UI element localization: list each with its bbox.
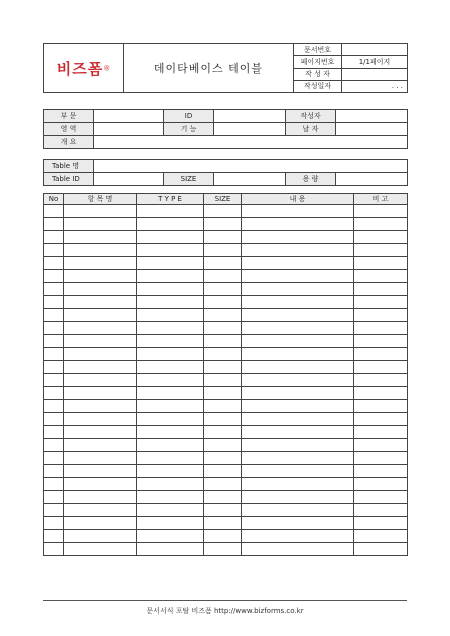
row-size-cell[interactable] xyxy=(204,452,242,465)
row-content-cell[interactable] xyxy=(242,517,354,530)
row-item-name-cell[interactable] xyxy=(64,361,137,374)
info-date-field[interactable] xyxy=(336,123,408,136)
row-item-name-cell[interactable] xyxy=(64,465,137,478)
table-row xyxy=(44,283,408,296)
row-remarks-cell[interactable] xyxy=(354,517,408,530)
row-item-name-cell[interactable] xyxy=(64,400,137,413)
row-remarks-cell[interactable] xyxy=(354,309,408,322)
row-item-name-cell[interactable] xyxy=(64,218,137,231)
row-item-name-cell[interactable] xyxy=(64,257,137,270)
table-row xyxy=(44,361,408,374)
row-no-cell[interactable] xyxy=(44,413,64,426)
row-type-cell[interactable] xyxy=(137,504,204,517)
row-remarks-cell[interactable] xyxy=(354,504,408,517)
table-row xyxy=(44,413,408,426)
size-label: SIZE xyxy=(164,173,214,186)
col-item-name: 항 목 명 xyxy=(64,194,137,205)
row-item-name-cell[interactable] xyxy=(64,543,137,556)
row-size-cell[interactable] xyxy=(204,439,242,452)
row-no-cell[interactable] xyxy=(44,491,64,504)
row-size-cell[interactable] xyxy=(204,387,242,400)
table-row xyxy=(44,231,408,244)
row-no-cell[interactable] xyxy=(44,439,64,452)
row-type-cell[interactable] xyxy=(137,465,204,478)
row-size-cell[interactable] xyxy=(204,244,242,257)
writer-field[interactable] xyxy=(336,110,408,123)
row-item-name-cell[interactable] xyxy=(64,426,137,439)
table-row xyxy=(44,504,408,517)
row-content-cell[interactable] xyxy=(242,322,354,335)
row-remarks-cell[interactable] xyxy=(354,426,408,439)
row-size-cell[interactable] xyxy=(204,426,242,439)
row-size-cell[interactable] xyxy=(204,465,242,478)
author-field[interactable] xyxy=(342,68,408,80)
row-type-cell[interactable] xyxy=(137,296,204,309)
row-size-cell[interactable] xyxy=(204,205,242,218)
row-remarks-cell[interactable] xyxy=(354,361,408,374)
writer-label: 작성자 xyxy=(286,110,336,123)
row-no-cell[interactable] xyxy=(44,296,64,309)
row-content-cell[interactable] xyxy=(242,478,354,491)
row-content-cell[interactable] xyxy=(242,374,354,387)
row-type-cell[interactable] xyxy=(137,439,204,452)
table-row xyxy=(44,439,408,452)
row-no-cell[interactable] xyxy=(44,452,64,465)
table-name-field[interactable] xyxy=(94,160,408,173)
table-id-label: Table ID xyxy=(44,173,94,186)
row-remarks-cell[interactable] xyxy=(354,465,408,478)
row-remarks-cell[interactable] xyxy=(354,478,408,491)
footer-divider xyxy=(43,600,407,601)
row-no-cell[interactable] xyxy=(44,387,64,400)
function-field[interactable] xyxy=(214,123,286,136)
row-size-cell[interactable] xyxy=(204,335,242,348)
items-body xyxy=(44,205,408,556)
row-type-cell[interactable] xyxy=(137,218,204,231)
table-row xyxy=(44,530,408,543)
row-type-cell[interactable] xyxy=(137,322,204,335)
row-size-cell[interactable] xyxy=(204,504,242,517)
table-row xyxy=(44,335,408,348)
row-remarks-cell[interactable] xyxy=(354,491,408,504)
capacity-field[interactable] xyxy=(336,173,408,186)
page-number-value: 1/1페이지 xyxy=(342,56,408,68)
table-row xyxy=(44,205,408,218)
row-size-cell[interactable] xyxy=(204,478,242,491)
row-no-cell[interactable] xyxy=(44,400,64,413)
row-remarks-cell[interactable] xyxy=(354,218,408,231)
page-number-label: 페이지번호 xyxy=(294,56,342,68)
date-field[interactable]: . . . xyxy=(342,80,408,92)
row-type-cell[interactable] xyxy=(137,452,204,465)
area-field[interactable] xyxy=(94,123,164,136)
size-field[interactable] xyxy=(214,173,286,186)
row-content-cell[interactable] xyxy=(242,309,354,322)
row-no-cell[interactable] xyxy=(44,283,64,296)
row-type-cell[interactable] xyxy=(137,478,204,491)
row-type-cell[interactable] xyxy=(137,257,204,270)
row-item-name-cell[interactable] xyxy=(64,452,137,465)
row-item-name-cell[interactable] xyxy=(64,205,137,218)
area-label: 영 역 xyxy=(44,123,94,136)
table-row xyxy=(44,517,408,530)
row-content-cell[interactable] xyxy=(242,296,354,309)
capacity-label: 용 량 xyxy=(286,173,336,186)
row-type-cell[interactable] xyxy=(137,348,204,361)
row-no-cell[interactable] xyxy=(44,465,64,478)
row-remarks-cell[interactable] xyxy=(354,335,408,348)
row-item-name-cell[interactable] xyxy=(64,309,137,322)
row-size-cell[interactable] xyxy=(204,374,242,387)
summary-field[interactable] xyxy=(94,136,408,149)
table-row xyxy=(44,478,408,491)
row-type-cell[interactable] xyxy=(137,426,204,439)
row-type-cell[interactable] xyxy=(137,231,204,244)
row-size-cell[interactable] xyxy=(204,400,242,413)
id-field[interactable] xyxy=(214,110,286,123)
table-row xyxy=(44,465,408,478)
row-remarks-cell[interactable] xyxy=(354,543,408,556)
row-no-cell[interactable] xyxy=(44,348,64,361)
table-row xyxy=(44,374,408,387)
row-no-cell[interactable] xyxy=(44,517,64,530)
row-size-cell[interactable] xyxy=(204,348,242,361)
row-item-name-cell[interactable] xyxy=(64,244,137,257)
row-size-cell[interactable] xyxy=(204,257,242,270)
row-type-cell[interactable] xyxy=(137,270,204,283)
row-remarks-cell[interactable] xyxy=(354,413,408,426)
registered-mark-icon: ® xyxy=(103,64,111,73)
row-type-cell[interactable] xyxy=(137,361,204,374)
row-item-name-cell[interactable] xyxy=(64,504,137,517)
row-type-cell[interactable] xyxy=(137,309,204,322)
row-content-cell[interactable] xyxy=(242,205,354,218)
table-row xyxy=(44,322,408,335)
date-label: 작성일자 xyxy=(294,80,342,92)
col-size: SIZE xyxy=(204,194,242,205)
row-item-name-cell[interactable] xyxy=(64,296,137,309)
row-remarks-cell[interactable] xyxy=(354,439,408,452)
table-row xyxy=(44,257,408,270)
row-content-cell[interactable] xyxy=(242,504,354,517)
row-type-cell[interactable] xyxy=(137,413,204,426)
row-content-cell[interactable] xyxy=(242,413,354,426)
items-table xyxy=(43,193,408,556)
row-content-cell[interactable] xyxy=(242,244,354,257)
row-remarks-cell[interactable] xyxy=(354,205,408,218)
function-label: 기 능 xyxy=(164,123,214,136)
row-content-cell[interactable] xyxy=(242,387,354,400)
row-type-cell[interactable] xyxy=(137,543,204,556)
row-no-cell[interactable] xyxy=(44,322,64,335)
row-type-cell[interactable] xyxy=(137,530,204,543)
row-remarks-cell[interactable] xyxy=(354,530,408,543)
table-row xyxy=(44,309,408,322)
row-remarks-cell[interactable] xyxy=(354,257,408,270)
row-remarks-cell[interactable] xyxy=(354,400,408,413)
row-content-cell[interactable] xyxy=(242,361,354,374)
col-content: 내 용 xyxy=(242,194,354,205)
col-no: No xyxy=(44,194,64,205)
table-row xyxy=(44,270,408,283)
row-no-cell[interactable] xyxy=(44,270,64,283)
row-type-cell[interactable] xyxy=(137,387,204,400)
row-content-cell[interactable] xyxy=(242,543,354,556)
row-no-cell[interactable] xyxy=(44,335,64,348)
row-type-cell[interactable] xyxy=(137,244,204,257)
row-item-name-cell[interactable] xyxy=(64,491,137,504)
table-row xyxy=(44,543,408,556)
row-size-cell[interactable] xyxy=(204,491,242,504)
row-item-name-cell[interactable] xyxy=(64,374,137,387)
row-content-cell[interactable] xyxy=(242,465,354,478)
table-row xyxy=(44,452,408,465)
col-remarks: 비 고 xyxy=(354,194,408,205)
row-type-cell[interactable] xyxy=(137,283,204,296)
table-row xyxy=(44,387,408,400)
logo-text: 비즈폼 xyxy=(56,59,104,78)
dept-field[interactable] xyxy=(94,110,164,123)
row-type-cell[interactable] xyxy=(137,205,204,218)
row-size-cell[interactable] xyxy=(204,296,242,309)
row-size-cell[interactable] xyxy=(204,530,242,543)
row-content-cell[interactable] xyxy=(242,257,354,270)
row-content-cell[interactable] xyxy=(242,283,354,296)
id-label: ID xyxy=(164,110,214,123)
row-remarks-cell[interactable] xyxy=(354,348,408,361)
table-id-field[interactable] xyxy=(94,173,164,186)
row-remarks-cell[interactable] xyxy=(354,374,408,387)
row-no-cell[interactable] xyxy=(44,218,64,231)
row-size-cell[interactable] xyxy=(204,218,242,231)
row-content-cell[interactable] xyxy=(242,231,354,244)
company-logo xyxy=(44,44,124,93)
row-content-cell[interactable] xyxy=(242,530,354,543)
row-content-cell[interactable] xyxy=(242,426,354,439)
row-no-cell[interactable] xyxy=(44,478,64,491)
table-row xyxy=(44,400,408,413)
row-item-name-cell[interactable] xyxy=(64,335,137,348)
row-item-name-cell[interactable] xyxy=(64,478,137,491)
document-title: 데이타베이스 테이블 xyxy=(124,44,294,93)
row-item-name-cell[interactable] xyxy=(64,322,137,335)
table-row xyxy=(44,218,408,231)
row-size-cell[interactable] xyxy=(204,283,242,296)
row-item-name-cell[interactable] xyxy=(64,439,137,452)
table-info xyxy=(43,159,408,186)
row-no-cell[interactable] xyxy=(44,309,64,322)
row-remarks-cell[interactable] xyxy=(354,270,408,283)
row-size-cell[interactable] xyxy=(204,361,242,374)
row-content-cell[interactable] xyxy=(242,218,354,231)
doc-number-label: 문서번호 xyxy=(294,44,342,56)
row-no-cell[interactable] xyxy=(44,231,64,244)
row-no-cell[interactable] xyxy=(44,374,64,387)
row-no-cell[interactable] xyxy=(44,257,64,270)
row-no-cell[interactable] xyxy=(44,543,64,556)
row-type-cell[interactable] xyxy=(137,400,204,413)
footer-text: 문서서식 포탈 비즈폼 http://www.bizforms.co.kr xyxy=(146,607,304,615)
table-row xyxy=(44,244,408,257)
row-type-cell[interactable] xyxy=(137,335,204,348)
dept-label: 부 문 xyxy=(44,110,94,123)
row-remarks-cell[interactable] xyxy=(354,322,408,335)
table-row xyxy=(44,426,408,439)
row-item-name-cell[interactable] xyxy=(64,283,137,296)
row-item-name-cell[interactable] xyxy=(64,517,137,530)
row-no-cell[interactable] xyxy=(44,504,64,517)
row-no-cell[interactable] xyxy=(44,361,64,374)
row-size-cell[interactable] xyxy=(204,231,242,244)
info-table xyxy=(43,109,408,149)
row-item-name-cell[interactable] xyxy=(64,413,137,426)
row-type-cell[interactable] xyxy=(137,374,204,387)
row-size-cell[interactable] xyxy=(204,413,242,426)
row-remarks-cell[interactable] xyxy=(354,244,408,257)
row-item-name-cell[interactable] xyxy=(64,387,137,400)
table-row xyxy=(44,348,408,361)
row-size-cell[interactable] xyxy=(204,309,242,322)
row-size-cell[interactable] xyxy=(204,322,242,335)
row-size-cell[interactable] xyxy=(204,543,242,556)
doc-number-field[interactable] xyxy=(342,44,408,56)
row-remarks-cell[interactable] xyxy=(354,231,408,244)
table-name-label: Table 명 xyxy=(44,160,94,173)
row-no-cell[interactable] xyxy=(44,426,64,439)
row-no-cell[interactable] xyxy=(44,530,64,543)
row-no-cell[interactable] xyxy=(44,244,64,257)
row-type-cell[interactable] xyxy=(137,517,204,530)
summary-label: 개 요 xyxy=(44,136,94,149)
row-item-name-cell[interactable] xyxy=(64,530,137,543)
row-no-cell[interactable] xyxy=(44,205,64,218)
row-remarks-cell[interactable] xyxy=(354,387,408,400)
table-row xyxy=(44,296,408,309)
row-content-cell[interactable] xyxy=(242,452,354,465)
row-remarks-cell[interactable] xyxy=(354,283,408,296)
document-header xyxy=(43,43,408,93)
row-content-cell[interactable] xyxy=(242,439,354,452)
row-size-cell[interactable] xyxy=(204,270,242,283)
row-size-cell[interactable] xyxy=(204,517,242,530)
row-content-cell[interactable] xyxy=(242,491,354,504)
author-label: 작 성 자 xyxy=(294,68,342,80)
row-content-cell[interactable] xyxy=(242,335,354,348)
info-date-label: 날 자 xyxy=(286,123,336,136)
row-item-name-cell[interactable] xyxy=(64,270,137,283)
row-content-cell[interactable] xyxy=(242,348,354,361)
table-row xyxy=(44,491,408,504)
row-content-cell[interactable] xyxy=(242,400,354,413)
row-content-cell[interactable] xyxy=(242,270,354,283)
row-remarks-cell[interactable] xyxy=(354,296,408,309)
row-item-name-cell[interactable] xyxy=(64,348,137,361)
row-remarks-cell[interactable] xyxy=(354,452,408,465)
row-type-cell[interactable] xyxy=(137,491,204,504)
row-item-name-cell[interactable] xyxy=(64,231,137,244)
col-type: T Y P E xyxy=(137,194,204,205)
